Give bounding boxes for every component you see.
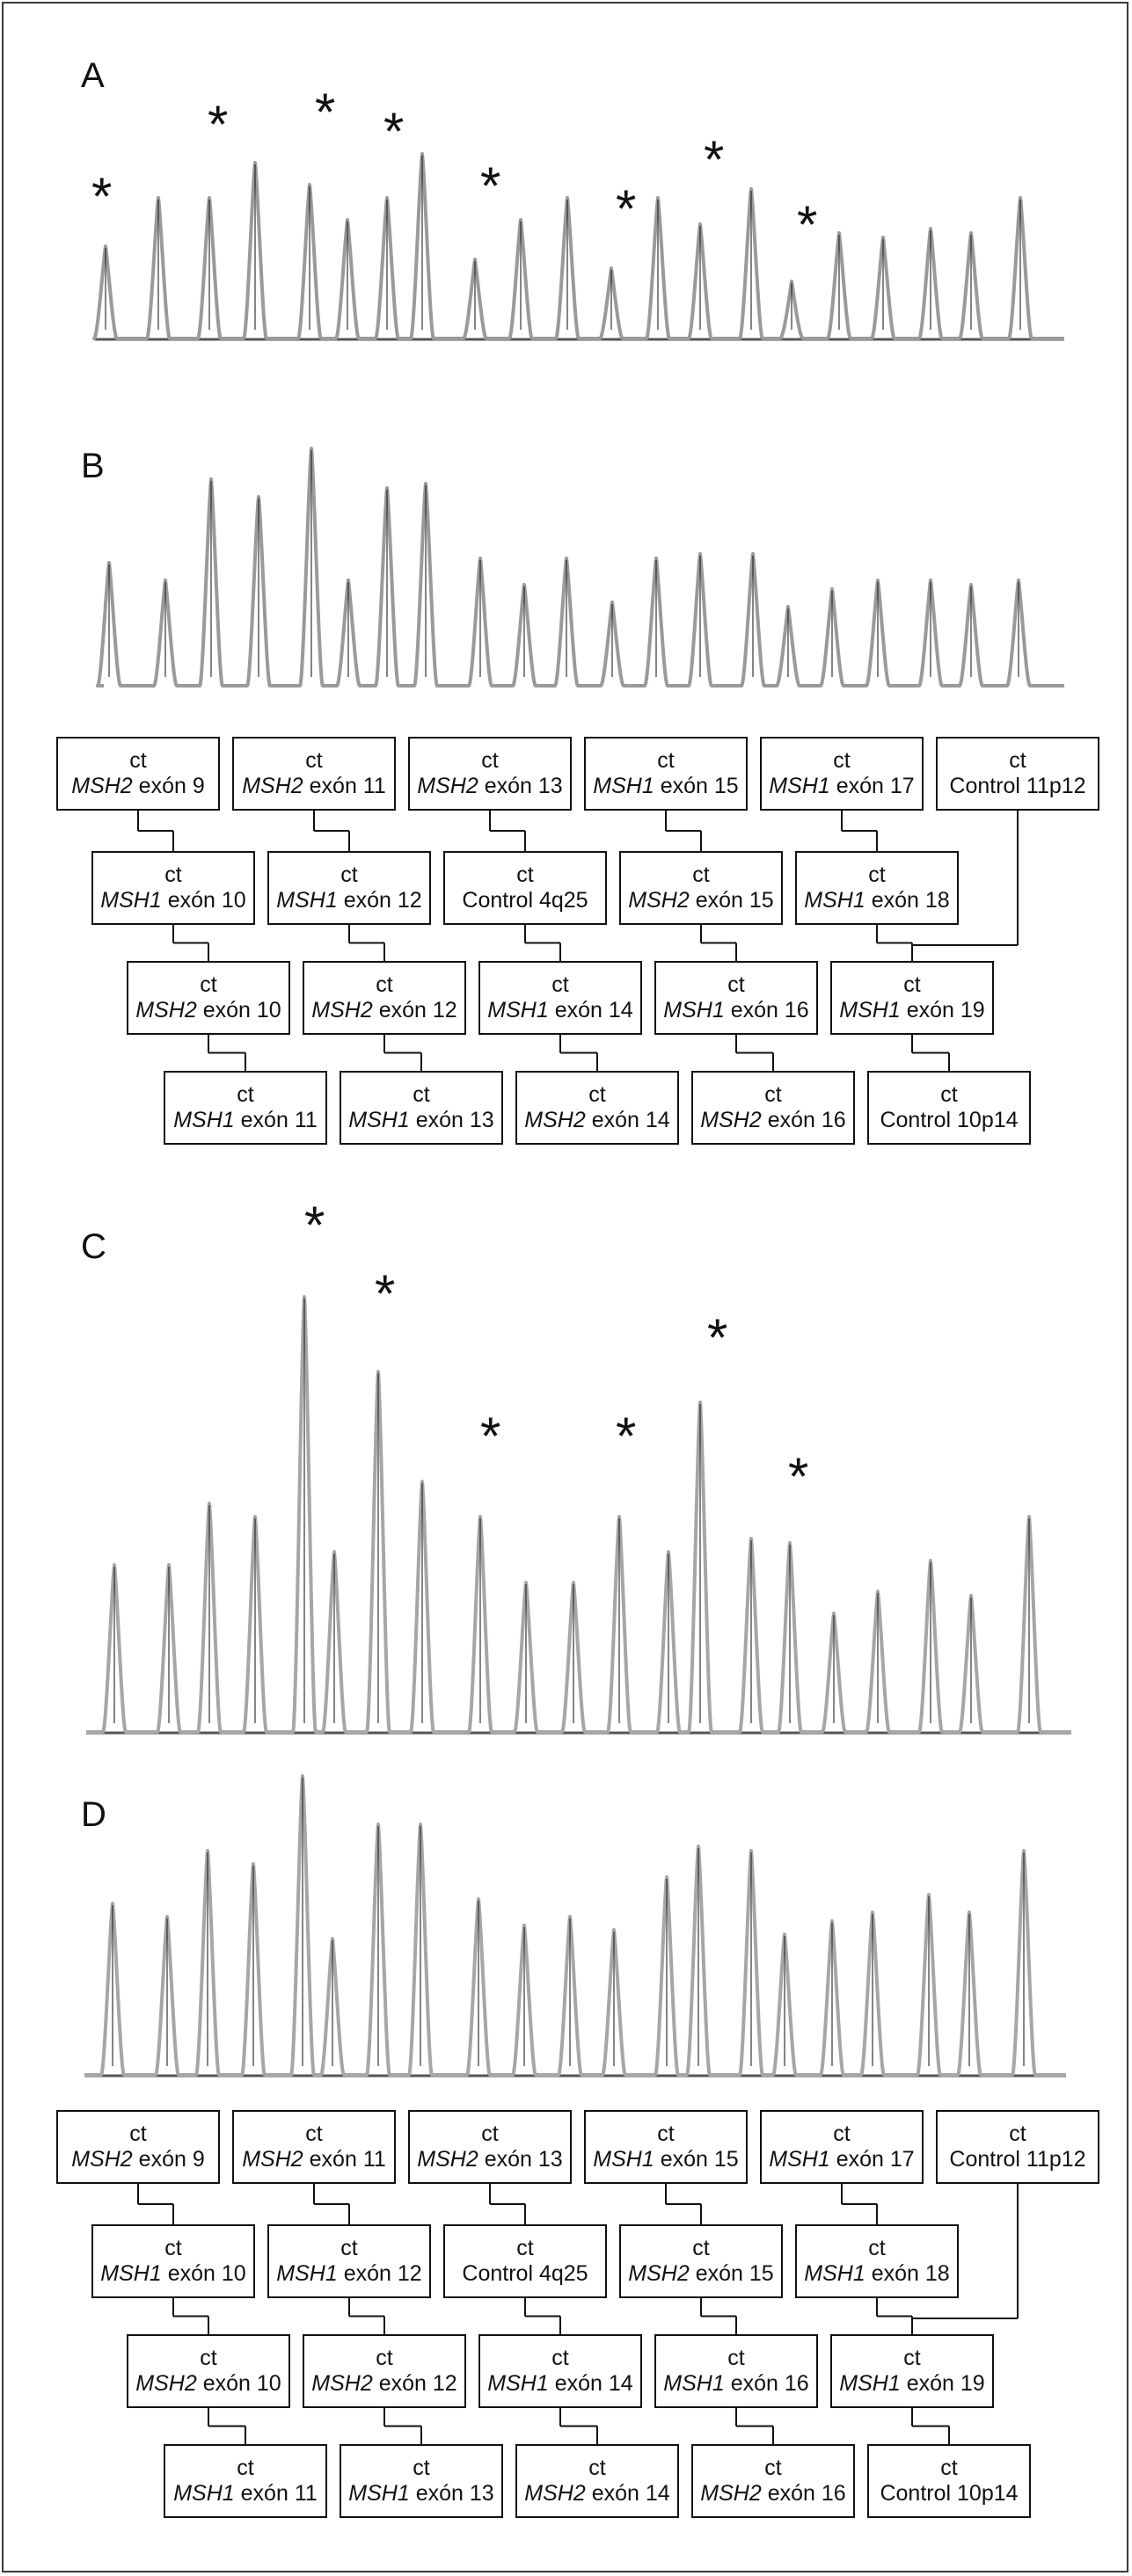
fragment-name bbox=[341, 1108, 501, 1133]
fragment-name bbox=[445, 888, 605, 913]
fragment-prefix: ct bbox=[588, 2456, 606, 2480]
fragment-prefix: ct bbox=[833, 2121, 851, 2146]
fragment-name bbox=[938, 2147, 1098, 2172]
exon-label: exón 9 bbox=[138, 2147, 205, 2172]
exon-label: exón 10 bbox=[167, 888, 246, 913]
gene-name: MSH2 bbox=[417, 774, 478, 798]
electropherogram-trace-a bbox=[0, 97, 1132, 352]
fragment-box bbox=[340, 1071, 503, 1145]
fragment-name bbox=[93, 2261, 253, 2287]
fragment-name bbox=[93, 888, 253, 913]
fragment-box bbox=[760, 2110, 924, 2184]
exon-label: exón 11 bbox=[309, 2147, 386, 2172]
gene-name: MSH1 bbox=[663, 998, 725, 1022]
exon-label: exón 18 bbox=[871, 2261, 950, 2286]
fragment-name bbox=[762, 774, 922, 799]
exon-label: exón 12 bbox=[343, 888, 422, 913]
gene-name: MSH2 bbox=[135, 2371, 197, 2396]
fragment-box bbox=[303, 2334, 466, 2408]
fragment-name bbox=[410, 2147, 570, 2172]
fragment-box bbox=[232, 737, 396, 811]
exon-label: exón 13 bbox=[484, 2147, 563, 2172]
fragment-box bbox=[303, 961, 466, 1035]
fragment-name bbox=[58, 2147, 218, 2172]
fragment-box bbox=[408, 737, 572, 811]
exon-label: exón 12 bbox=[378, 2371, 457, 2396]
electropherogram-trace-c bbox=[0, 1266, 1132, 1741]
fragment-prefix: ct bbox=[657, 748, 675, 773]
fragment-prefix: ct bbox=[481, 2121, 499, 2146]
fragment-name bbox=[656, 2371, 816, 2397]
fragment-legend-grid-2 bbox=[0, 2110, 1132, 2534]
fragment-name bbox=[128, 998, 288, 1023]
gene-name: MSH1 bbox=[804, 888, 865, 913]
fragment-prefix: ct bbox=[940, 1082, 958, 1107]
fragment-prefix: ct bbox=[305, 2121, 323, 2146]
electropherogram-trace-b bbox=[0, 475, 1132, 686]
exon-label: exón 11 bbox=[240, 2481, 318, 2506]
fragment-prefix: ct bbox=[692, 2236, 710, 2260]
fragment-prefix: ct bbox=[727, 2346, 745, 2370]
fragment-prefix: ct bbox=[903, 2346, 921, 2370]
fragment-box bbox=[408, 2110, 572, 2184]
fragment-prefix: ct bbox=[551, 972, 569, 997]
exon-label: exón 10 bbox=[202, 2371, 281, 2396]
trace-signal bbox=[84, 1776, 1066, 2075]
exon-label: exón 19 bbox=[906, 2371, 985, 2396]
asterisk-marker: * bbox=[315, 83, 336, 142]
fragment-prefix: ct bbox=[764, 1082, 782, 1107]
fragment-name bbox=[269, 888, 429, 913]
fragment-box bbox=[443, 851, 607, 925]
asterisk-marker: * bbox=[383, 102, 405, 161]
fragment-prefix: ct bbox=[164, 2236, 182, 2260]
fragment-prefix: ct bbox=[237, 2456, 254, 2480]
gene-name: MSH1 bbox=[769, 774, 830, 798]
fragment-prefix: ct bbox=[692, 862, 710, 887]
fragment-box bbox=[867, 2444, 1031, 2518]
fragment-box bbox=[619, 851, 783, 925]
asterisk-marker: * bbox=[704, 130, 725, 189]
gene-name: MSH1 bbox=[348, 2481, 410, 2506]
fragment-name bbox=[269, 2261, 429, 2287]
exon-label: exón 16 bbox=[767, 2481, 846, 2506]
exon-label: exón 9 bbox=[138, 774, 205, 798]
fragment-box bbox=[164, 1071, 327, 1145]
fragment-box bbox=[584, 737, 748, 811]
fragment-box bbox=[830, 961, 994, 1035]
fragment-name bbox=[797, 888, 957, 913]
fragment-box bbox=[127, 2334, 290, 2408]
gene-name: MSH1 bbox=[663, 2371, 725, 2396]
exon-label: exón 13 bbox=[415, 1108, 494, 1132]
fragment-name bbox=[869, 1108, 1029, 1133]
fragment-prefix: ct bbox=[657, 2121, 675, 2146]
gene-name: MSH2 bbox=[242, 774, 303, 798]
fragment-name bbox=[304, 998, 464, 1023]
gene-name: MSH1 bbox=[173, 2481, 235, 2506]
fragment-box bbox=[267, 851, 431, 925]
gene-name: MSH1 bbox=[839, 2371, 901, 2396]
fragment-name bbox=[410, 774, 570, 799]
fragment-prefix: ct bbox=[833, 748, 851, 773]
exon-label: Control 11p12 bbox=[949, 774, 1086, 798]
fragment-box bbox=[936, 737, 1099, 811]
exon-label: exón 10 bbox=[202, 998, 281, 1022]
fragment-prefix: ct bbox=[305, 748, 323, 773]
asterisk-marker: * bbox=[208, 95, 229, 154]
exon-label: exón 16 bbox=[730, 998, 809, 1022]
fragment-prefix: ct bbox=[1009, 748, 1026, 773]
exon-label: exón 12 bbox=[378, 998, 457, 1022]
fragment-box bbox=[56, 2110, 220, 2184]
fragment-prefix: ct bbox=[413, 1082, 430, 1107]
panel-label-a: A bbox=[81, 56, 105, 95]
fragment-box bbox=[515, 2444, 679, 2518]
exon-label: exón 16 bbox=[730, 2371, 809, 2396]
fragment-box bbox=[654, 961, 818, 1035]
exon-label: exón 14 bbox=[591, 1108, 670, 1132]
fragment-name bbox=[234, 2147, 394, 2172]
fragment-name bbox=[621, 888, 781, 913]
asterisk-marker: * bbox=[616, 179, 637, 238]
gene-name: MSH1 bbox=[173, 1108, 235, 1132]
gene-name: MSH2 bbox=[524, 1108, 586, 1132]
gene-name: MSH1 bbox=[100, 2261, 162, 2286]
gene-name: MSH2 bbox=[311, 998, 373, 1022]
fragment-prefix: ct bbox=[868, 862, 886, 887]
gene-name: MSH2 bbox=[524, 2481, 586, 2506]
fragment-name bbox=[621, 2261, 781, 2287]
exon-label: exón 14 bbox=[554, 2371, 633, 2396]
exon-label: exón 13 bbox=[484, 774, 563, 798]
fragment-name bbox=[693, 1108, 853, 1133]
fragment-name bbox=[165, 2481, 325, 2507]
fragment-name bbox=[517, 2481, 677, 2507]
fragment-name bbox=[586, 774, 746, 799]
exon-label: exón 15 bbox=[695, 888, 774, 913]
gene-name: MSH2 bbox=[628, 888, 690, 913]
exon-label: exón 18 bbox=[871, 888, 950, 913]
gene-name: MSH1 bbox=[100, 888, 162, 913]
fragment-prefix: ct bbox=[164, 862, 182, 887]
gene-name: MSH1 bbox=[804, 2261, 865, 2286]
trace-signal bbox=[86, 1297, 1071, 1732]
fragment-box bbox=[164, 2444, 327, 2518]
fragment-prefix: ct bbox=[516, 2236, 534, 2260]
fragment-name bbox=[938, 774, 1098, 799]
gene-name: MSH1 bbox=[593, 774, 654, 798]
fragment-prefix: ct bbox=[868, 2236, 886, 2260]
fragment-prefix: ct bbox=[340, 862, 358, 887]
gene-name: MSH1 bbox=[348, 1108, 410, 1132]
asterisk-marker: * bbox=[797, 195, 818, 254]
fragment-prefix: ct bbox=[551, 2346, 569, 2370]
trace-signal bbox=[98, 448, 1064, 686]
fragment-name bbox=[869, 2481, 1029, 2507]
fragment-prefix: ct bbox=[376, 2346, 393, 2370]
asterisk-marker: * bbox=[304, 1196, 325, 1255]
fragment-box bbox=[760, 737, 924, 811]
fragment-name bbox=[762, 2147, 922, 2172]
fragment-box bbox=[443, 2224, 607, 2298]
asterisk-marker: * bbox=[375, 1264, 396, 1323]
trace-signal bbox=[94, 154, 1064, 338]
exon-label: exón 15 bbox=[660, 2147, 739, 2172]
gene-name: MSH1 bbox=[593, 2147, 654, 2172]
fragment-name bbox=[128, 2371, 288, 2397]
fragment-box bbox=[795, 851, 959, 925]
asterisk-marker: * bbox=[480, 1407, 501, 1466]
gene-name: MSH2 bbox=[71, 774, 133, 798]
exon-label: exón 11 bbox=[309, 774, 386, 798]
fragment-box bbox=[830, 2334, 994, 2408]
gene-name: MSH2 bbox=[700, 2481, 762, 2506]
fragment-name bbox=[832, 998, 992, 1023]
fragment-prefix: ct bbox=[516, 862, 534, 887]
asterisk-marker: * bbox=[707, 1308, 728, 1367]
fragment-name bbox=[341, 2481, 501, 2507]
fragment-name bbox=[445, 2261, 605, 2287]
exon-label: exón 11 bbox=[240, 1108, 318, 1132]
exon-label: Control 10p14 bbox=[880, 2481, 1019, 2506]
fragment-box bbox=[478, 961, 642, 1035]
gene-name: MSH2 bbox=[628, 2261, 690, 2286]
fragment-name bbox=[304, 2371, 464, 2397]
fragment-prefix: ct bbox=[200, 972, 217, 997]
gene-name: MSH1 bbox=[769, 2147, 830, 2172]
gene-name: MSH2 bbox=[242, 2147, 303, 2172]
fragment-box bbox=[340, 2444, 503, 2518]
fragment-box bbox=[91, 2224, 255, 2298]
fragment-box bbox=[936, 2110, 1099, 2184]
fragment-box bbox=[515, 1071, 679, 1145]
gene-name: MSH2 bbox=[417, 2147, 478, 2172]
exon-label: Control 10p14 bbox=[880, 1108, 1019, 1132]
gene-name: MSH1 bbox=[839, 998, 901, 1022]
fragment-box bbox=[127, 961, 290, 1035]
fragment-name bbox=[165, 1108, 325, 1133]
fragment-name bbox=[586, 2147, 746, 2172]
fragment-prefix: ct bbox=[340, 2236, 358, 2260]
fragment-box bbox=[691, 2444, 855, 2518]
fragment-prefix: ct bbox=[940, 2456, 958, 2480]
gene-name: MSH2 bbox=[700, 1108, 762, 1132]
fragment-name bbox=[234, 774, 394, 799]
electropherogram-trace-d bbox=[0, 1758, 1132, 2092]
exon-label: exón 15 bbox=[695, 2261, 774, 2286]
exon-label: exón 16 bbox=[767, 1108, 846, 1132]
fragment-prefix: ct bbox=[200, 2346, 217, 2370]
asterisk-marker: * bbox=[616, 1407, 637, 1466]
fragment-box bbox=[584, 2110, 748, 2184]
fragment-prefix: ct bbox=[727, 972, 745, 997]
fragment-name bbox=[797, 2261, 957, 2287]
fragment-box bbox=[795, 2224, 959, 2298]
exon-label: exón 15 bbox=[660, 774, 739, 798]
fragment-name bbox=[656, 998, 816, 1023]
panel-label-b: B bbox=[81, 447, 105, 485]
panel-label-c: C bbox=[81, 1227, 106, 1266]
fragment-box bbox=[232, 2110, 396, 2184]
fragment-box bbox=[691, 1071, 855, 1145]
fragment-box bbox=[56, 737, 220, 811]
gene-name: MSH1 bbox=[487, 998, 549, 1022]
fragment-prefix: ct bbox=[129, 748, 147, 773]
exon-label: exón 17 bbox=[836, 2147, 915, 2172]
gene-name: MSH2 bbox=[71, 2147, 133, 2172]
fragment-prefix: ct bbox=[413, 2456, 430, 2480]
fragment-prefix: ct bbox=[376, 972, 393, 997]
exon-label: exón 12 bbox=[343, 2261, 422, 2286]
exon-label: exón 13 bbox=[415, 2481, 494, 2506]
fragment-prefix: ct bbox=[481, 748, 499, 773]
fragment-name bbox=[480, 998, 640, 1023]
fragment-box bbox=[654, 2334, 818, 2408]
fragment-prefix: ct bbox=[1009, 2121, 1026, 2146]
fragment-name bbox=[480, 2371, 640, 2397]
fragment-box bbox=[91, 851, 255, 925]
exon-label: Control 11p12 bbox=[949, 2147, 1086, 2172]
fragment-box bbox=[867, 1071, 1031, 1145]
exon-label: Control 4q25 bbox=[462, 2261, 588, 2286]
gene-name: MSH1 bbox=[276, 2261, 338, 2286]
fragment-prefix: ct bbox=[588, 1082, 606, 1107]
gene-name: MSH2 bbox=[311, 2371, 373, 2396]
asterisk-marker: * bbox=[91, 167, 113, 226]
gene-name: MSH1 bbox=[487, 2371, 549, 2396]
exon-label: exón 14 bbox=[591, 2481, 670, 2506]
fragment-prefix: ct bbox=[129, 2121, 147, 2146]
gene-name: MSH2 bbox=[135, 998, 197, 1022]
fragment-name bbox=[58, 774, 218, 799]
exon-label: exón 17 bbox=[836, 774, 915, 798]
fragment-name bbox=[693, 2481, 853, 2507]
panel-label-d: D bbox=[81, 1795, 106, 1834]
fragment-box bbox=[267, 2224, 431, 2298]
fragment-legend-grid-1 bbox=[0, 737, 1132, 1161]
fragment-box bbox=[619, 2224, 783, 2298]
fragment-name bbox=[832, 2371, 992, 2397]
fragment-name bbox=[517, 1108, 677, 1133]
fragment-box bbox=[478, 2334, 642, 2408]
gene-name: MSH1 bbox=[276, 888, 338, 913]
exon-label: exón 14 bbox=[554, 998, 633, 1022]
exon-label: Control 4q25 bbox=[462, 888, 588, 913]
fragment-prefix: ct bbox=[237, 1082, 254, 1107]
asterisk-marker: * bbox=[480, 156, 501, 215]
asterisk-marker: * bbox=[788, 1447, 809, 1506]
exon-label: exón 19 bbox=[906, 998, 985, 1022]
fragment-prefix: ct bbox=[903, 972, 921, 997]
exon-label: exón 10 bbox=[167, 2261, 246, 2286]
fragment-prefix: ct bbox=[764, 2456, 782, 2480]
